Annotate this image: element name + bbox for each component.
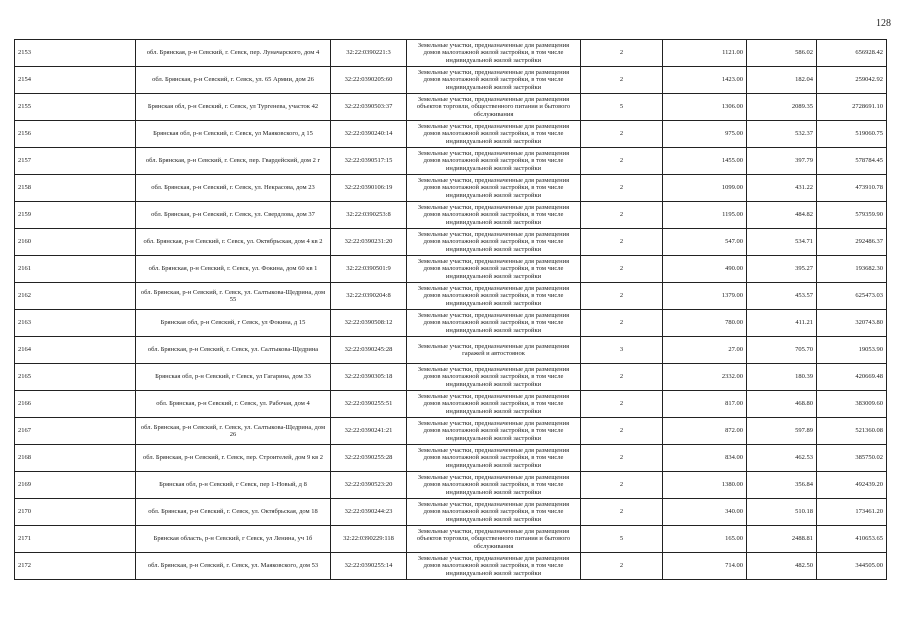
table-row [15, 121, 887, 148]
area-cell: 817.00 [663, 391, 747, 418]
area-cell: 780.00 [663, 310, 747, 337]
area-cell: 714.00 [663, 553, 747, 580]
cadastral-value-cell: 383009.60 [817, 391, 887, 418]
land-use-cell: Земельные участки, предназначенные для размещения домов малоэтажной жилой застройки, в том числе индивидуальной жилой застройки [407, 499, 581, 526]
cadastral-value-cell: 473910.78 [817, 175, 887, 202]
cadastral-value-cell: 259042.92 [817, 67, 887, 94]
cadastral-value-cell: 656928.42 [817, 40, 887, 67]
area-cell: 1379.00 [663, 283, 747, 310]
usage-group-cell: 5 [581, 94, 663, 121]
cadastral-value-cell: 2728691.10 [817, 94, 887, 121]
cadastral-number-cell: 32:22:0390253:8 [331, 202, 407, 229]
row-number: 2161 [15, 256, 136, 283]
cadastral-value-cell: 625473.03 [817, 283, 887, 310]
usage-group-cell: 3 [581, 337, 663, 364]
land-use-cell: Земельные участки, предназначенные для размещения домов малоэтажной жилой застройки, в том числе индивидуальной жилой застройки [407, 67, 581, 94]
cadastral-number-cell: 32:22:0390244:23 [331, 499, 407, 526]
area-cell: 165.00 [663, 526, 747, 553]
cadastral-number-cell: 32:22:0390245:28 [331, 337, 407, 364]
specific-value-cell: 482.50 [747, 553, 817, 580]
specific-value-cell: 395.27 [747, 256, 817, 283]
usage-group-cell: 2 [581, 472, 663, 499]
table-row [15, 418, 887, 445]
land-use-cell: Земельные участки, предназначенные для размещения домов малоэтажной жилой застройки, в том числе индивидуальной жилой застройки [407, 229, 581, 256]
table-row [15, 364, 887, 391]
land-use-cell: Земельные участки, предназначенные для размещения домов малоэтажной жилой застройки, в том числе индивидуальной жилой застройки [407, 175, 581, 202]
cadastral-number-cell: 32:22:0390221:3 [331, 40, 407, 67]
area-cell: 1099.00 [663, 175, 747, 202]
land-use-cell: Земельные участки, предназначенные для размещения домов малоэтажной жилой застройки, в том числе индивидуальной жилой застройки [407, 391, 581, 418]
land-use-cell: Земельные участки, предназначенные для размещения объектов торговли, общественного питания и бытового обслуживания [407, 526, 581, 553]
cadastral-value-cell: 19053.90 [817, 337, 887, 364]
land-use-cell: Земельные участки, предназначенные для размещения домов малоэтажной жилой застройки, в том числе индивидуальной жилой застройки [407, 256, 581, 283]
specific-value-cell: 705.70 [747, 337, 817, 364]
table-row [15, 337, 887, 364]
cadastral-number-cell: 32:22:0390508:12 [331, 310, 407, 337]
row-number: 2153 [15, 40, 136, 67]
area-cell: 1423.00 [663, 67, 747, 94]
address-cell: обл. Брянская, р-н Севский, г. Севск, ул. Октябрьская, дом 18 [136, 499, 331, 526]
area-cell: 1455.00 [663, 148, 747, 175]
land-use-cell: Земельные участки, предназначенные для размещения домов малоэтажной жилой застройки, в том числе индивидуальной жилой застройки [407, 445, 581, 472]
address-cell: обл. Брянская, р-н Севский, г. Севск, пер. Строителей, дом 9 кв 2 [136, 445, 331, 472]
usage-group-cell: 5 [581, 526, 663, 553]
usage-group-cell: 2 [581, 391, 663, 418]
land-use-cell: Земельные участки, предназначенные для размещения домов малоэтажной жилой застройки, в том числе индивидуальной жилой застройки [407, 40, 581, 67]
table-row [15, 526, 887, 553]
area-cell: 2332.00 [663, 364, 747, 391]
address-cell: обл. Брянская, р-н Севский, г. Севск, ул. Рабочая, дом 4 [136, 391, 331, 418]
land-use-cell: Земельные участки, предназначенные для размещения домов малоэтажной жилой застройки, в том числе индивидуальной жилой застройки [407, 364, 581, 391]
row-number: 2165 [15, 364, 136, 391]
cadastral-number-cell: 32:22:0390305:18 [331, 364, 407, 391]
specific-value-cell: 356.84 [747, 472, 817, 499]
specific-value-cell: 182.04 [747, 67, 817, 94]
specific-value-cell: 468.80 [747, 391, 817, 418]
row-number: 2157 [15, 148, 136, 175]
row-number: 2166 [15, 391, 136, 418]
area-cell: 1195.00 [663, 202, 747, 229]
address-cell: Брянская обл, р-н Севский, г Севск, ул Гагарина, дом 33 [136, 364, 331, 391]
usage-group-cell: 2 [581, 67, 663, 94]
cadastral-value-cell: 193682.30 [817, 256, 887, 283]
table-row [15, 202, 887, 229]
area-cell: 1380.00 [663, 472, 747, 499]
cadastral-number-cell: 32:22:0390501:9 [331, 256, 407, 283]
area-cell: 547.00 [663, 229, 747, 256]
specific-value-cell: 2089.35 [747, 94, 817, 121]
cadastral-value-cell: 420669.48 [817, 364, 887, 391]
area-cell: 490.00 [663, 256, 747, 283]
table-row [15, 94, 887, 121]
table-body [15, 40, 887, 580]
cadastral-value-cell: 521360.08 [817, 418, 887, 445]
address-cell: обл. Брянская, р-н Севский, г. Севск, ул. Салтыкова-Щедрина, дом 26 [136, 418, 331, 445]
specific-value-cell: 397.79 [747, 148, 817, 175]
area-cell: 834.00 [663, 445, 747, 472]
specific-value-cell: 484.82 [747, 202, 817, 229]
address-cell: обл. Брянская, р-н Севский, г. Севск, ул. Свердлова, дом 37 [136, 202, 331, 229]
usage-group-cell: 2 [581, 202, 663, 229]
specific-value-cell: 532.37 [747, 121, 817, 148]
area-cell: 872.00 [663, 418, 747, 445]
cadastral-number-cell: 32:22:0390241:21 [331, 418, 407, 445]
land-use-cell: Земельные участки, предназначенные для размещения домов малоэтажной жилой застройки, в том числе индивидуальной жилой застройки [407, 418, 581, 445]
row-number: 2170 [15, 499, 136, 526]
cadastral-value-table [14, 39, 887, 580]
address-cell: Брянская обл, р-н Севский, г. Севск, ул Маяковского, д 15 [136, 121, 331, 148]
cadastral-number-cell: 32:22:0390229:118 [331, 526, 407, 553]
table-row [15, 229, 887, 256]
land-use-cell: Земельные участки, предназначенные для размещения домов малоэтажной жилой застройки, в том числе индивидуальной жилой застройки [407, 202, 581, 229]
area-cell: 975.00 [663, 121, 747, 148]
address-cell: обл. Брянская, р-н Севский, г. Севск, пер. Гвардейский, дом 2 г [136, 148, 331, 175]
usage-group-cell: 2 [581, 40, 663, 67]
specific-value-cell: 180.39 [747, 364, 817, 391]
row-number: 2172 [15, 553, 136, 580]
address-cell: обл. Брянская, р-н Севский, г. Севск, ул. Октябрьская, дом 4 кв 2 [136, 229, 331, 256]
usage-group-cell: 2 [581, 553, 663, 580]
table-row [15, 175, 887, 202]
cadastral-number-cell: 32:22:0390523:20 [331, 472, 407, 499]
land-use-cell: Земельные участки, предназначенные для размещения домов малоэтажной жилой застройки, в том числе индивидуальной жилой застройки [407, 310, 581, 337]
cadastral-value-cell: 344505.00 [817, 553, 887, 580]
row-number: 2169 [15, 472, 136, 499]
cadastral-value-cell: 173461.20 [817, 499, 887, 526]
address-cell: обл. Брянская, р-н Севский, г. Севск, ул. Некрасова, дом 23 [136, 175, 331, 202]
usage-group-cell: 2 [581, 283, 663, 310]
cadastral-number-cell: 32:22:0390503:37 [331, 94, 407, 121]
usage-group-cell: 2 [581, 175, 663, 202]
area-cell: 1121.00 [663, 40, 747, 67]
cadastral-value-cell: 519060.75 [817, 121, 887, 148]
land-use-cell: Земельные участки, предназначенные для размещения домов малоэтажной жилой застройки, в том числе индивидуальной жилой застройки [407, 148, 581, 175]
cadastral-number-cell: 32:22:0390106:19 [331, 175, 407, 202]
land-use-cell: Земельные участки, предназначенные для размещения домов малоэтажной жилой застройки, в том числе индивидуальной жилой застройки [407, 121, 581, 148]
usage-group-cell: 2 [581, 499, 663, 526]
table-row [15, 67, 887, 94]
land-use-cell: Земельные участки, предназначенные для размещения домов малоэтажной жилой застройки, в том числе индивидуальной жилой застройки [407, 553, 581, 580]
address-cell: обл. Брянская, р-н Севский, г. Севск, ул. Фокина, дом 60 кв 1 [136, 256, 331, 283]
usage-group-cell: 2 [581, 121, 663, 148]
cadastral-value-cell: 410653.65 [817, 526, 887, 553]
cadastral-number-cell: 32:22:0390231:20 [331, 229, 407, 256]
table-row [15, 148, 887, 175]
cadastral-number-cell: 32:22:0390240:14 [331, 121, 407, 148]
row-number: 2155 [15, 94, 136, 121]
usage-group-cell: 2 [581, 310, 663, 337]
specific-value-cell: 2488.81 [747, 526, 817, 553]
land-use-cell: Земельные участки, предназначенные для размещения домов малоэтажной жилой застройки, в том числе индивидуальной жилой застройки [407, 283, 581, 310]
usage-group-cell: 2 [581, 256, 663, 283]
address-cell: обл. Брянская, р-н Севский, г. Севск, пер. Луначарского, дом 4 [136, 40, 331, 67]
address-cell: Брянская обл, р-н Севский, г. Севск, ул Тургенева, участок 42 [136, 94, 331, 121]
row-number: 2160 [15, 229, 136, 256]
cadastral-number-cell: 32:22:0390517:15 [331, 148, 407, 175]
table-row [15, 499, 887, 526]
usage-group-cell: 2 [581, 229, 663, 256]
area-cell: 340.00 [663, 499, 747, 526]
cadastral-value-cell: 492439.20 [817, 472, 887, 499]
land-use-cell: Земельные участки, предназначенные для размещения гаражей и автостоянок [407, 337, 581, 364]
specific-value-cell: 510.18 [747, 499, 817, 526]
cadastral-number-cell: 32:22:0390204:8 [331, 283, 407, 310]
address-cell: обл. Брянская, р-н Севский, г. Севск, ул. Маяковского, дом 53 [136, 553, 331, 580]
usage-group-cell: 2 [581, 418, 663, 445]
usage-group-cell: 2 [581, 148, 663, 175]
row-number: 2168 [15, 445, 136, 472]
area-cell: 27.00 [663, 337, 747, 364]
address-cell: Брянская область, р-н Севский, г Севск, ул Ленина, уч 1б [136, 526, 331, 553]
table-row [15, 256, 887, 283]
address-cell: обл. Брянская, р-н Севский, г. Севск, ул. 65 Армии, дом 26 [136, 67, 331, 94]
row-number: 2164 [15, 337, 136, 364]
specific-value-cell: 453.57 [747, 283, 817, 310]
land-use-cell: Земельные участки, предназначенные для размещения домов малоэтажной жилой застройки, в том числе индивидуальной жилой застройки [407, 472, 581, 499]
table-row [15, 445, 887, 472]
table-row [15, 310, 887, 337]
row-number: 2154 [15, 67, 136, 94]
specific-value-cell: 534.71 [747, 229, 817, 256]
table-row [15, 553, 887, 580]
specific-value-cell: 597.89 [747, 418, 817, 445]
row-number: 2156 [15, 121, 136, 148]
table-row [15, 283, 887, 310]
row-number: 2163 [15, 310, 136, 337]
cadastral-number-cell: 32:22:0390255:28 [331, 445, 407, 472]
address-cell: Брянская обл, р-н Севский, г Севск, пер 1-Новый, д 8 [136, 472, 331, 499]
table-row [15, 40, 887, 67]
usage-group-cell: 2 [581, 445, 663, 472]
specific-value-cell: 586.02 [747, 40, 817, 67]
cadastral-value-cell: 320743.80 [817, 310, 887, 337]
table-row [15, 391, 887, 418]
usage-group-cell: 2 [581, 364, 663, 391]
area-cell: 1306.00 [663, 94, 747, 121]
land-use-cell: Земельные участки, предназначенные для размещения объектов торговли, общественного питания и бытового обслуживания [407, 94, 581, 121]
cadastral-value-cell: 385750.02 [817, 445, 887, 472]
row-number: 2159 [15, 202, 136, 229]
cadastral-value-cell: 292486.37 [817, 229, 887, 256]
row-number: 2158 [15, 175, 136, 202]
row-number: 2171 [15, 526, 136, 553]
cadastral-value-cell: 578784.45 [817, 148, 887, 175]
address-cell: Брянская обл, р-н Севский, г Севск, ул Фокина, д 15 [136, 310, 331, 337]
specific-value-cell: 462.53 [747, 445, 817, 472]
specific-value-cell: 431.22 [747, 175, 817, 202]
cadastral-number-cell: 32:22:0390205:60 [331, 67, 407, 94]
row-number: 2162 [15, 283, 136, 310]
cadastral-number-cell: 32:22:0390255:51 [331, 391, 407, 418]
specific-value-cell: 411.21 [747, 310, 817, 337]
address-cell: обл. Брянская, р-н Севский, г. Севск, ул. Салтыкова-Щедрина, дом 55 [136, 283, 331, 310]
cadastral-value-cell: 579359.90 [817, 202, 887, 229]
cadastral-number-cell: 32:22:0390255:14 [331, 553, 407, 580]
row-number: 2167 [15, 418, 136, 445]
address-cell: обл. Брянская, р-н Севский, г. Севск, ул. Салтыкова-Щедрина [136, 337, 331, 364]
table-row [15, 472, 887, 499]
page-number: 128 [876, 18, 891, 29]
